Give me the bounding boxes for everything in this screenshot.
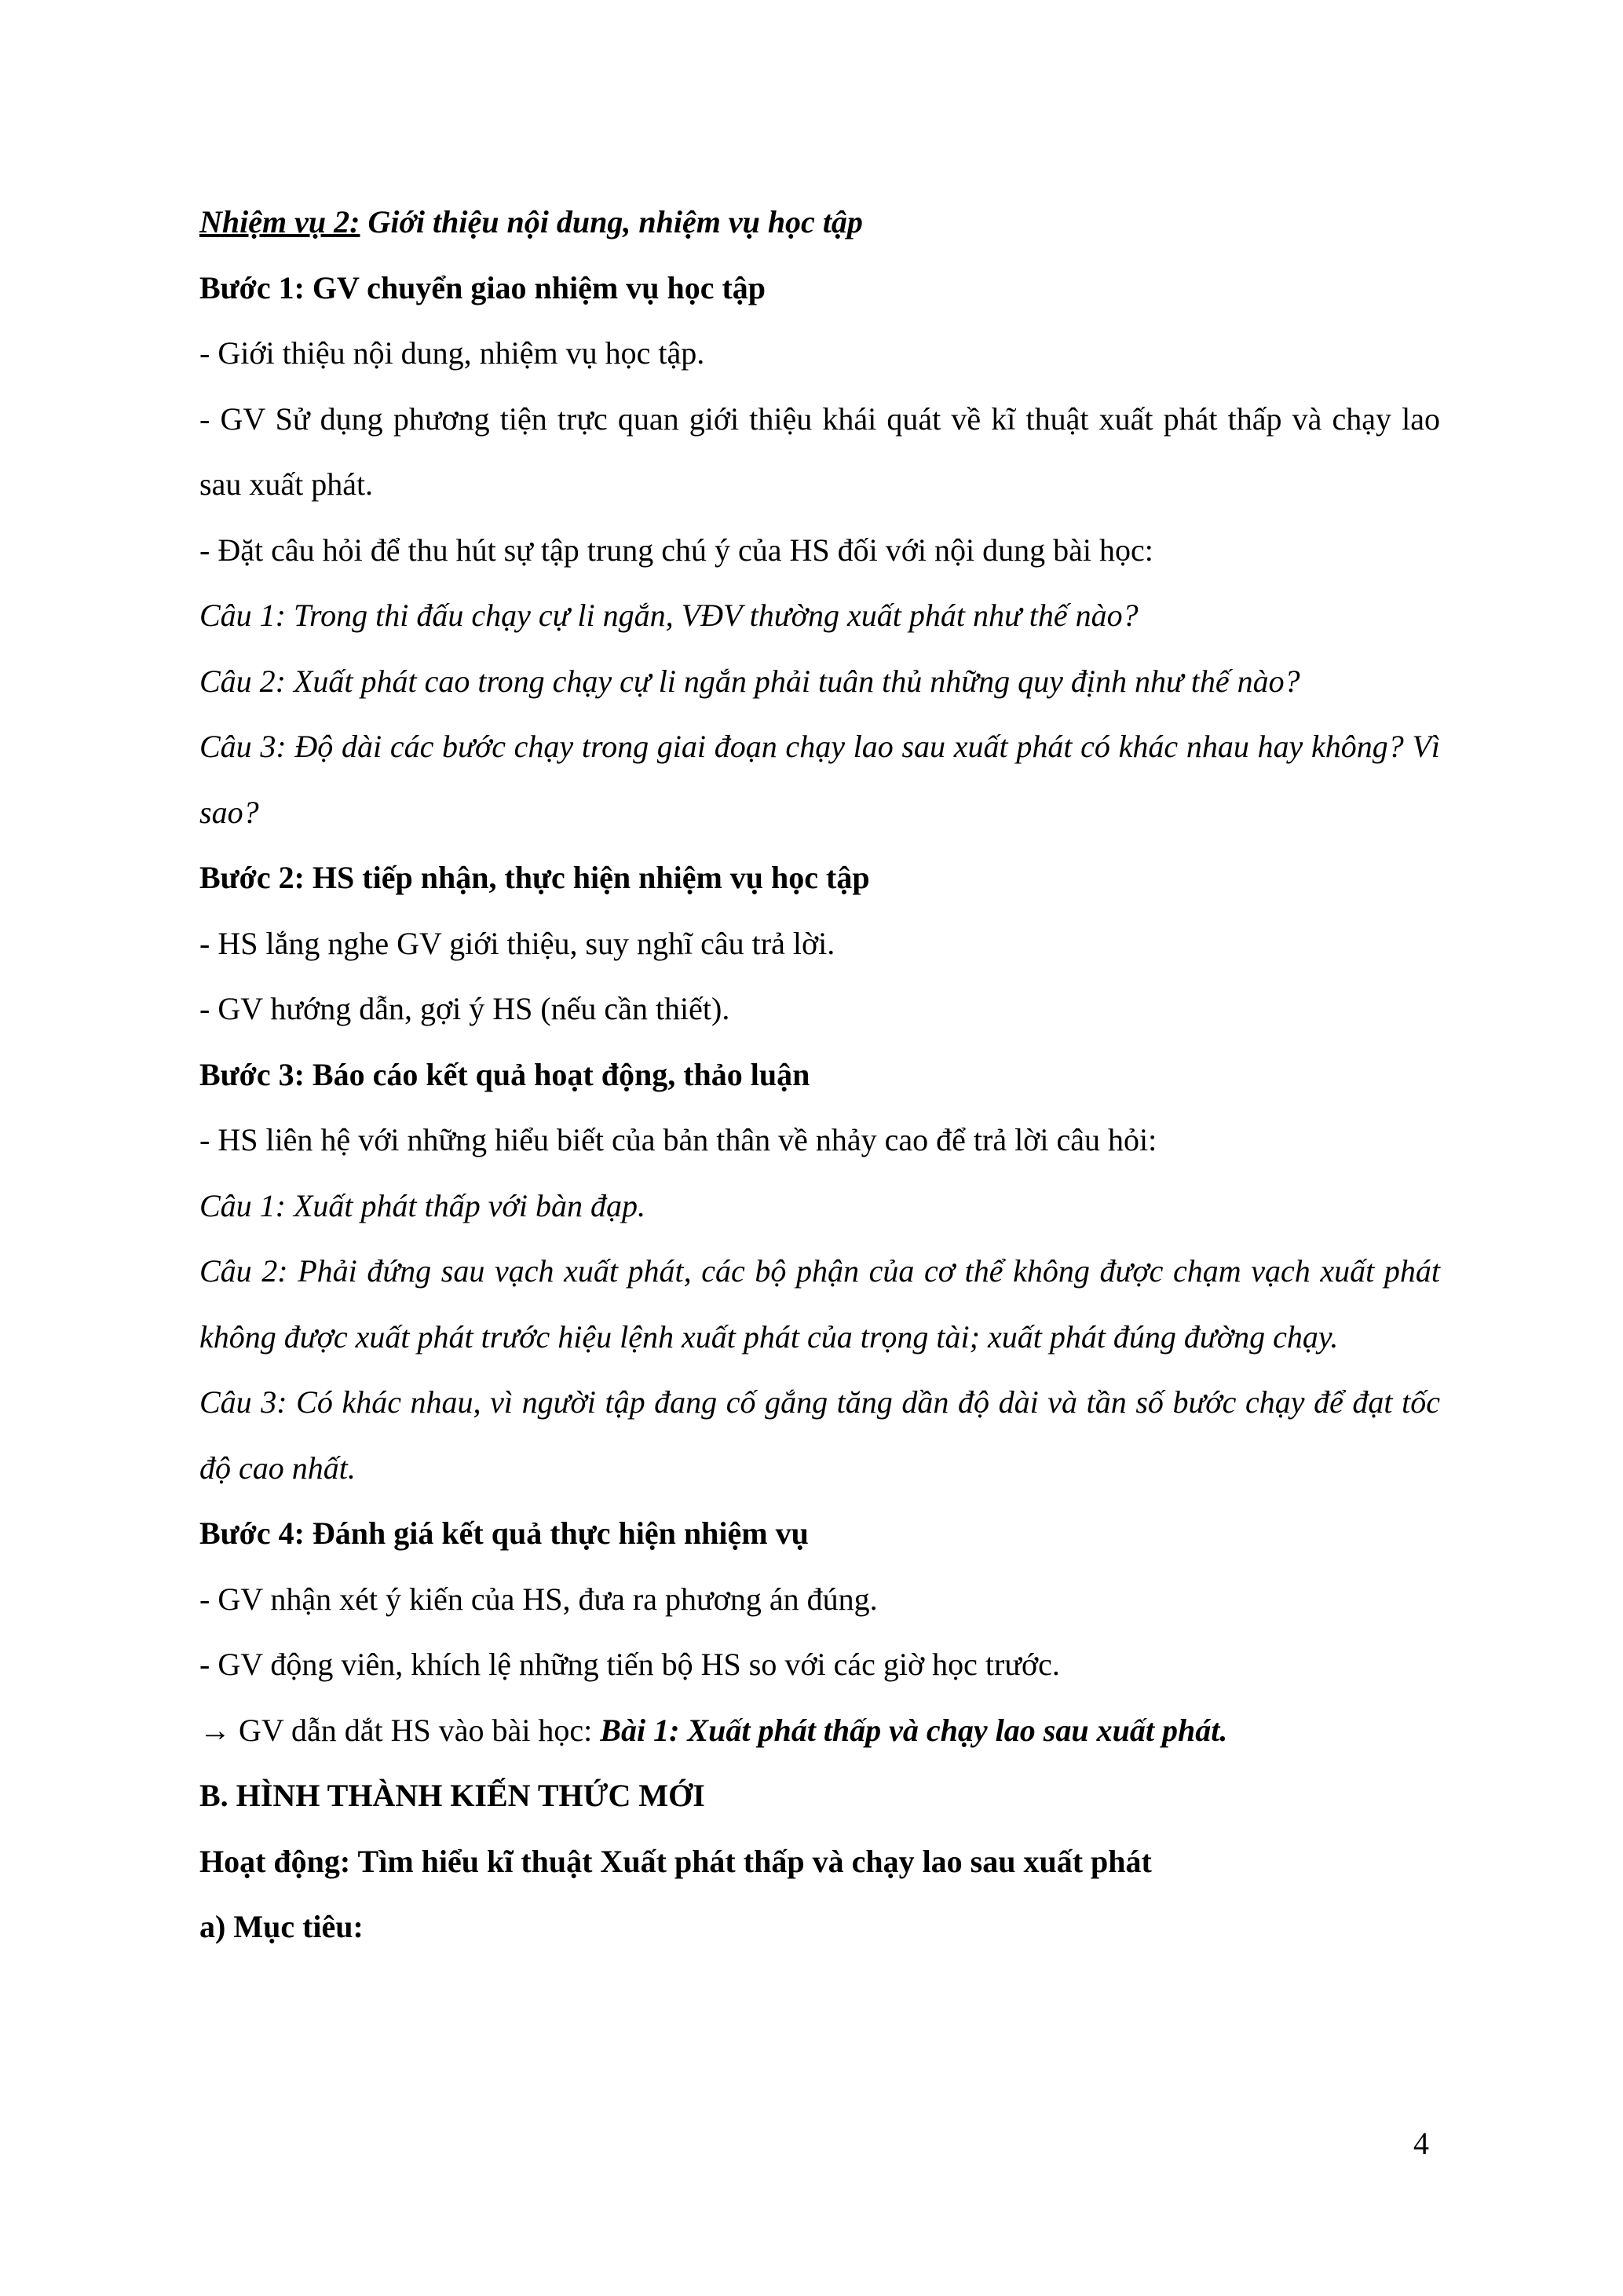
question: Câu 1: Trong thi đấu chạy cự li ngắn, VĐV thường xuất phát như thế nào? (199, 598, 1139, 633)
answer: Câu 2: Phải đứng sau vạch xuất phát, các bộ phận của cơ thể không được chạm vạch xuất phát không được xuất phát trước hiệu lệnh xuất phát của trọng tài; xuất phát đúng đường chạy. (199, 1253, 1440, 1355)
question: Câu 3: Độ dài các bước chạy trong giai đoạn chạy lao sau xuất phát có khác nhau hay không? Vì sao? (199, 729, 1440, 830)
lead-in-text: → GV dẫn dắt HS vào bài học: (199, 1712, 601, 1748)
activity-heading: Hoạt động: Tìm hiểu kĩ thuật Xuất phát thấp và chạy lao sau xuất phát (199, 1843, 1152, 1879)
step3-item: - HS liên hệ với những hiểu biết của bản thân về nhảy cao để trả lời câu hỏi: (199, 1122, 1157, 1157)
step1-item: - GV Sử dụng phương tiện trực quan giới thiệu khái quát về kĩ thuật xuất phát thấp và chạy lao sau xuất phát. (199, 400, 1440, 502)
section-b-heading: B. HÌNH THÀNH KIẾN THỨC MỚI (199, 1778, 705, 1813)
lesson-lead-in (199, 1698, 1440, 1764)
task-heading (199, 189, 1440, 255)
step4-heading: Bước 4: Đánh giá kết quả thực hiện nhiệm vụ (199, 1515, 809, 1551)
lesson-title: Bài 1: Xuất phát thấp và chạy lao sau xuất phát. (600, 1712, 1228, 1748)
answer: Câu 1: Xuất phát thấp với bàn đạp. (199, 1187, 645, 1223)
step2-item: - GV hướng dẫn, gợi ý HS (nếu cần thiết). (199, 991, 730, 1026)
step4-item: - GV động viên, khích lệ những tiến bộ HS so với các giờ học trước. (199, 1647, 1060, 1682)
task-title: Giới thiệu nội dung, nhiệm vụ học tập (360, 204, 863, 239)
step2-item: - HS lắng nghe GV giới thiệu, suy nghĩ câu trả lời. (199, 925, 835, 961)
page-number: 4 (1413, 2126, 1429, 2161)
task-label: Nhiệm vụ 2: (199, 204, 360, 239)
step2-heading: Bước 2: HS tiếp nhận, thực hiện nhiệm vụ học tập (199, 860, 870, 895)
objective-heading: a) Mục tiêu: (199, 1909, 364, 1944)
step1-heading: Bước 1: GV chuyển giao nhiệm vụ học tập (199, 269, 766, 305)
step3-heading: Bước 3: Báo cáo kết quả hoạt động, thảo luận (199, 1056, 810, 1092)
step1-item: - Giới thiệu nội dung, nhiệm vụ học tập. (199, 335, 705, 371)
question: Câu 2: Xuất phát cao trong chạy cự li ngắn phải tuân thủ những quy định như thế nào? (199, 663, 1300, 699)
step4-item: - GV nhận xét ý kiến của HS, đưa ra phương án đúng. (199, 1581, 878, 1617)
step1-item: - Đặt câu hỏi để thu hút sự tập trung chú ý của HS đối với nội dung bài học: (199, 532, 1153, 568)
answer: Câu 3: Có khác nhau, vì người tập đang cố gắng tăng dần độ dài và tần số bước chạy để đạt tốc độ cao nhất. (199, 1384, 1440, 1486)
document-body (199, 189, 1440, 1960)
